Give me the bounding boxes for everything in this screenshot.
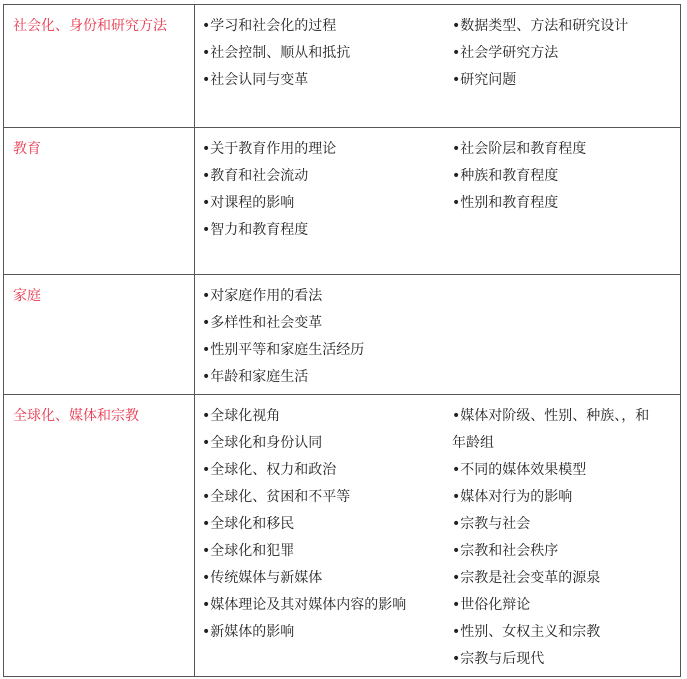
content-cell [195, 5, 681, 128]
list-item: •全球化和移民 [202, 516, 295, 532]
topic-title: 家庭 [13, 288, 41, 304]
table-row [4, 275, 681, 395]
list-item: •宗教和社会秩序 [452, 543, 559, 559]
list-item: •宗教是社会变革的源泉 [452, 570, 601, 586]
list-item: •全球化、贫困和不平等 [202, 489, 351, 505]
list-item: •媒体对阶级、性别、种族、，和年龄组 [452, 408, 650, 451]
list-item: •对家庭作用的看法 [202, 288, 323, 304]
list-item: •宗教与后现代 [452, 651, 545, 667]
list-item: •全球化、权力和政治 [202, 462, 337, 478]
list-item: •性别和教育程度 [452, 195, 559, 211]
topics-table [3, 4, 681, 677]
list-item: •不同的媒体效果模型 [452, 462, 587, 478]
list-item: •社会阶层和教育程度 [452, 141, 587, 157]
list-item: •社会控制、顺从和抵抗 [202, 45, 351, 61]
content-column [195, 136, 450, 244]
list-item: •年龄和家庭生活 [202, 369, 309, 385]
content-column [450, 136, 680, 244]
table-row [4, 395, 681, 677]
list-item: •数据类型、方法和研究设计 [452, 18, 629, 34]
content-column [195, 403, 450, 673]
table-row [4, 128, 681, 275]
topic-cell [4, 275, 195, 395]
content-cell [195, 395, 681, 677]
list-item: •性别、女权主义和宗教 [452, 624, 601, 640]
list-item: •全球化和身份认同 [202, 435, 323, 451]
topic-title: 全球化、媒体和宗教 [13, 408, 139, 424]
content-column [195, 13, 450, 94]
list-item: •社会认同与变革 [202, 72, 309, 88]
topic-title: 教育 [13, 141, 41, 157]
content-column [195, 283, 450, 391]
list-item: •社会学研究方法 [452, 45, 559, 61]
topic-cell [4, 128, 195, 275]
list-item: •教育和社会流动 [202, 168, 309, 184]
content-column [450, 283, 680, 391]
list-item: •学习和社会化的过程 [202, 18, 337, 34]
topic-cell [4, 5, 195, 128]
list-item: •全球化视角 [202, 408, 281, 424]
list-item: •种族和教育程度 [452, 168, 559, 184]
list-item: •性别平等和家庭生活经历 [202, 342, 365, 358]
list-item: •对课程的影响 [202, 195, 295, 211]
table-row [4, 5, 681, 128]
list-item: •研究问题 [452, 72, 517, 88]
list-item: •媒体对行为的影响 [452, 489, 573, 505]
content-cell [195, 128, 681, 275]
content-column [450, 403, 680, 673]
list-item: •传统媒体与新媒体 [202, 570, 323, 586]
topic-cell [4, 395, 195, 677]
list-item: •媒体理论及其对媒体内容的影响 [202, 597, 407, 613]
list-item: •多样性和社会变革 [202, 315, 323, 331]
list-item: •智力和教育程度 [202, 222, 309, 238]
content-column [450, 13, 680, 94]
list-item: •全球化和犯罪 [202, 543, 295, 559]
list-item: •宗教与社会 [452, 516, 531, 532]
content-cell [195, 275, 681, 395]
list-item: •新媒体的影响 [202, 624, 295, 640]
list-item: •关于教育作用的理论 [202, 141, 337, 157]
topic-title: 社会化、身份和研究方法 [13, 18, 167, 34]
list-item: •世俗化辩论 [452, 597, 531, 613]
